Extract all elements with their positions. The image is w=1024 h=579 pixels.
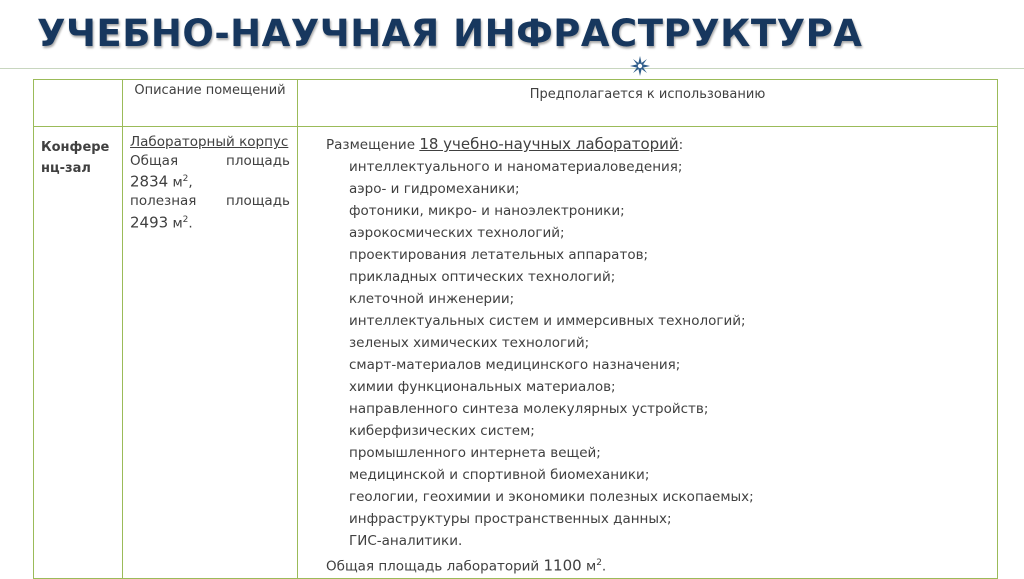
list-item: направленного синтеза молекулярных устройств; xyxy=(349,401,709,417)
title-divider xyxy=(0,68,1024,69)
room-name: Конфере нц-зал xyxy=(41,140,110,176)
total-area-value: 2834 $м^2$, xyxy=(130,172,193,191)
list-item: аэро- и гидромеханики; xyxy=(349,181,520,197)
header-intended-use: Предполагается к использованию xyxy=(298,80,998,127)
intended-use-cell xyxy=(298,127,998,579)
list-item: фотоники, микро- и наноэлектроники; xyxy=(349,203,625,219)
star-emblem-icon xyxy=(630,56,650,76)
list-item: ГИС-аналитики. xyxy=(349,533,463,549)
list-item: аэрокосмических технологий; xyxy=(349,225,565,241)
labs-list xyxy=(326,156,997,552)
list-item: смарт-материалов медицинского назначения; xyxy=(349,357,681,373)
header-premises-description: Описание помещений xyxy=(123,80,298,127)
labs-count-link: 18 учебно-научных лабораторий xyxy=(419,135,679,153)
labs-intro: Размещение 18 учебно-научных лабораторий: xyxy=(326,135,684,153)
page-title: УЧЕБНО-НАУЧНАЯ ИНФРАСТРУКТУРА xyxy=(37,12,863,55)
table-row xyxy=(34,127,998,579)
list-item: киберфизических систем; xyxy=(349,423,535,439)
total-area-line: Общая площадь xyxy=(130,152,290,169)
infrastructure-table xyxy=(33,79,997,574)
list-item: интеллектуальных систем и иммерсивных технологий; xyxy=(349,313,746,329)
list-item: прикладных оптических технологий; xyxy=(349,269,616,285)
list-item: клеточной инженерии; xyxy=(349,291,515,307)
table-header-row xyxy=(34,80,998,127)
list-item: инфраструктуры пространственных данных; xyxy=(349,511,672,527)
list-item: проектирования летательных аппаратов; xyxy=(349,247,649,263)
premises-description-cell xyxy=(123,127,298,579)
room-name-cell xyxy=(34,127,123,579)
list-item: медицинской и спортивной биомеханики; xyxy=(349,467,650,483)
useful-area-line: полезная площадь xyxy=(130,193,290,209)
building-name: Лабораторный корпус xyxy=(130,134,289,150)
list-item: химии функциональных материалов; xyxy=(349,379,616,395)
header-empty xyxy=(34,80,123,127)
labs-total-area: Общая площадь лабораторий 1100 $м^2$. xyxy=(326,556,607,575)
list-item: промышленного интернета вещей; xyxy=(349,445,601,461)
list-item: зеленых химических технологий; xyxy=(349,335,590,351)
useful-area-value: 2493 $м^2$. xyxy=(130,213,193,231)
list-item: интеллектуального и наноматериаловедения; xyxy=(349,159,683,175)
list-item: геологии, геохимии и экономики полезных ископаемых; xyxy=(349,489,754,505)
